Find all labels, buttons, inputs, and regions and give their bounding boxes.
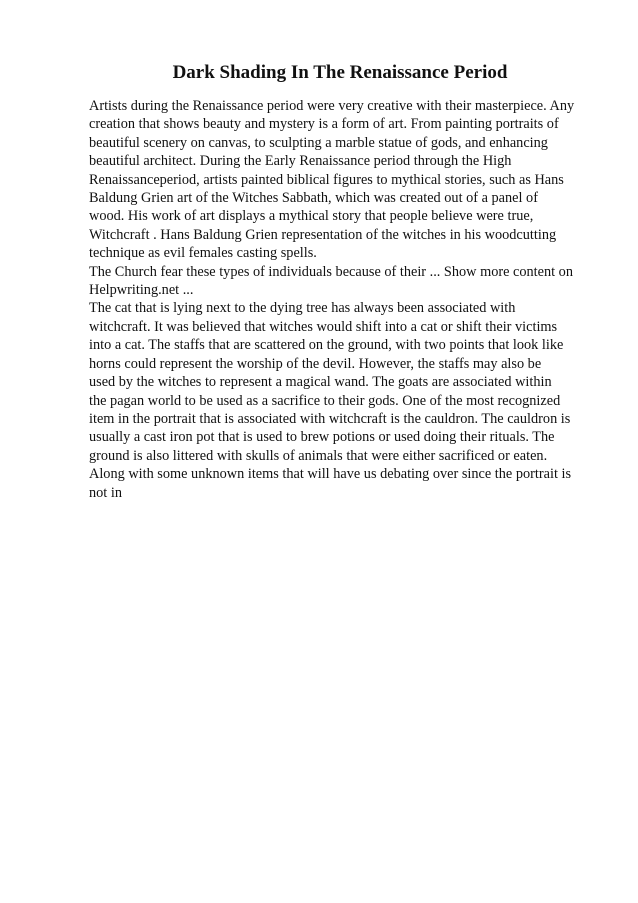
- text-line: Baldung Grien art of the Witches Sabbath, which was created out of a panel of: [89, 190, 538, 207]
- text-line: into a cat. The staffs that are scattered on the ground, with two points that look like: [89, 337, 564, 354]
- text-line: Helpwriting.net ...: [89, 282, 194, 299]
- text-line: witchcraft. It was believed that witches would shift into a cat or shift their victims: [89, 318, 558, 335]
- text-line: beautiful architect. During the Early Renaissance period through the High: [89, 153, 512, 170]
- text-line: The Church fear these types of individuals because of their ... Show more content on: [89, 263, 573, 280]
- text-line: beautiful scenery on canvas, to sculpting a marble statue of gods, and enhancing: [89, 134, 548, 151]
- document-body: [89, 97, 594, 502]
- text-line: creation that shows beauty and mystery is a form of art. From painting portraits of: [89, 116, 559, 133]
- document-title: Dark Shading In The Renaissance Period: [172, 62, 508, 83]
- text-line: wood. His work of art displays a mythical story that people believe were true,: [89, 208, 534, 225]
- text-line: item in the portrait that is associated with witchcraft is the cauldron. The cauldron is: [89, 410, 571, 427]
- text-line: Artists during the Renaissance period were very creative with their masterpiece. Any: [89, 98, 575, 114]
- text-line: Renaissanceperiod, artists painted biblical figures to mythical stories, such as Hans: [89, 171, 564, 188]
- text-line: usually a cast iron pot that is used to brew potions or used doing their rituals. The: [89, 429, 555, 446]
- text-line: Witchcraft . Hans Baldung Grien representation of the witches in his woodcutting: [89, 226, 557, 243]
- text-line: ground is also littered with skulls of animals that were either sacrificed or eaten.: [89, 447, 548, 464]
- text-line: The cat that is lying next to the dying tree has always been associated with: [89, 300, 516, 317]
- text-line: technique as evil females casting spells.: [89, 245, 317, 262]
- text-line: the pagan world to be used as a sacrifice to their gods. One of the most recognized: [89, 392, 561, 409]
- text-line: horns could represent the worship of the devil. However, the staffs may also be: [89, 355, 542, 372]
- text-line: Along with some unknown items that will have us debating over since the portrait is: [89, 466, 572, 483]
- text-line: used by the witches to represent a magical wand. The goats are associated within: [89, 374, 552, 391]
- text-line: not in: [89, 484, 122, 501]
